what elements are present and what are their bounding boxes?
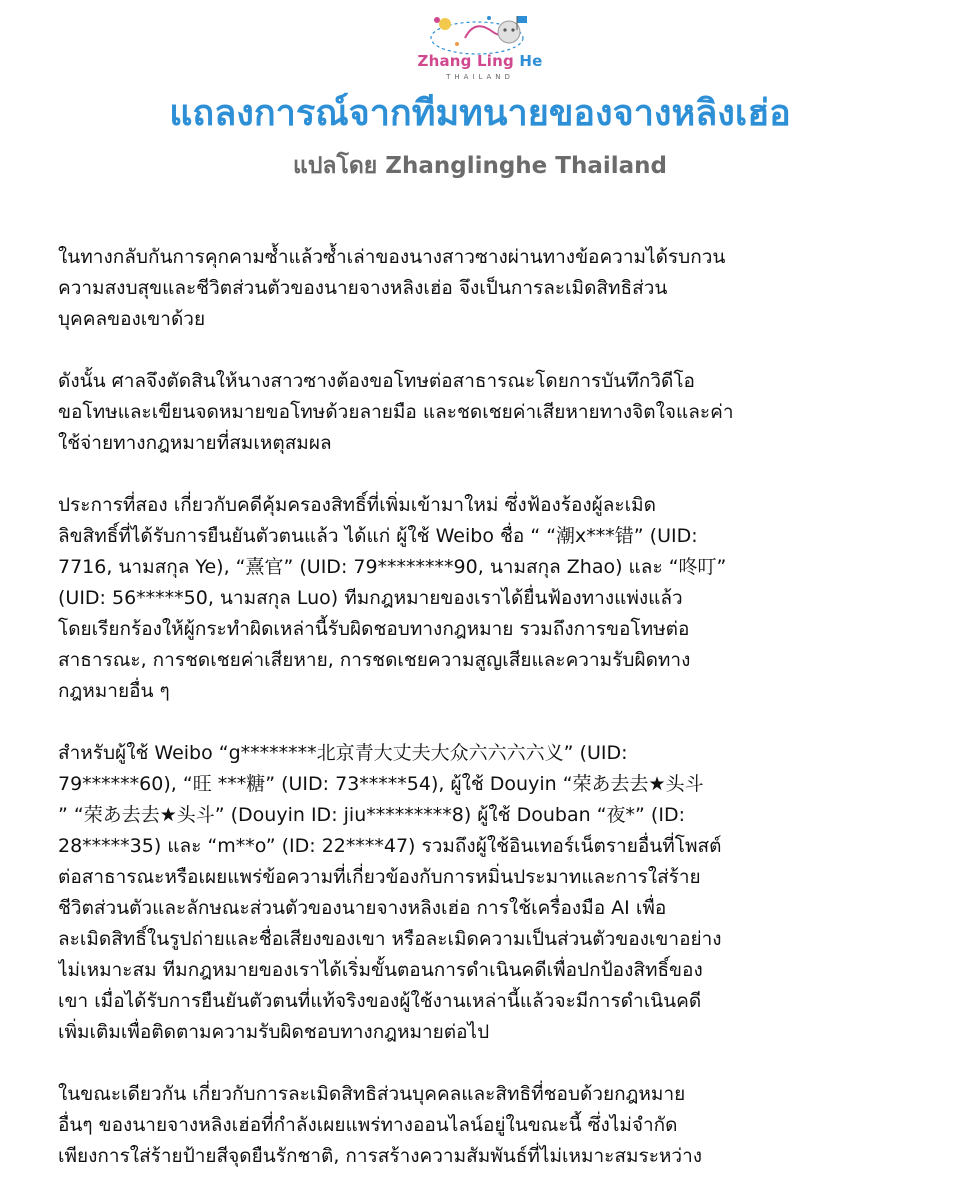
logo-wordmark: Zhang Ling He (417, 52, 543, 70)
paragraph-line: ” “荣あ去去★头斗” (Douyin ID: jiu*********8) ผู้ใช้ Douban “夜*” (ID: (58, 804, 685, 826)
paragraph-line: สาธารณะ, การชดเชยค่าเสียหาย, การชดเชยความสูญเสียและความรับผิดทาง (58, 649, 691, 671)
paragraph-line: ประการที่สอง เกี่ยวกับคดีคุ้มครองสิทธิ์ที่เพิ่มเข้ามาใหม่ ซึ่งฟ้องร้องผู้ละเมิด (58, 494, 656, 516)
paragraph-line: เขา เมื่อได้รับการยืนยันตัวตนที่แท้จริงของผู้ใช้งานเหล่านี้แล้วจะมีการดำเนินคดี (58, 990, 702, 1012)
statement-paragraph (58, 1079, 908, 1172)
paragraph-line: เพิ่มเติมเพื่อติดตามความรับผิดชอบทางกฎหมายต่อไป (58, 1021, 490, 1043)
paragraph-line: ไม่เหมาะสม ทีมกฎหมายของเราได้เริ่มขั้นตอนการดำเนินคดีเพื่อปกป้องสิทธิ์ของ (58, 959, 703, 981)
statement-paragraph (58, 738, 908, 1048)
paragraph-line: บุคคลของเขาด้วย (58, 308, 206, 330)
paragraph-line: (UID: 56*****50, นามสกุล Luo) ทีมกฎหมายของเราได้ยื่นฟ้องทางแพ่งแล้ว (58, 587, 683, 609)
page-subtitle: แปลโดย Zhanglinghe Thailand (293, 153, 667, 179)
paragraph-line: ชีวิตส่วนตัวและลักษณะส่วนตัวของนายจางหลิงเฮ่อ การใช้เครื่องมือ AI เพื่อ (58, 897, 667, 919)
paragraph-line: ละเมิดสิทธิ์ในรูปถ่ายและชื่อเสียงของเขา หรือละเมิดความเป็นส่วนตัวของเขาอย่าง (58, 928, 722, 950)
paragraph-line: กฎหมายอื่น ๆ (58, 680, 170, 702)
statement-body (58, 242, 908, 1203)
statement-paragraph (58, 490, 908, 707)
statement-paragraph (58, 242, 908, 335)
paragraph-line: ความสงบสุขและชีวิตส่วนตัวของนายจางหลิงเฮ่อ จึงเป็นการละเมิดสิทธิส่วน (58, 277, 668, 299)
paragraph-line: เพียงการใส่ร้ายป้ายสีจุดยืนรักชาติ, การสร้างความสัมพันธ์ที่ไม่เหมาะสมระหว่าง (58, 1145, 703, 1167)
paragraph-line: ในขณะเดียวกัน เกี่ยวกับการละเมิดสิทธิส่วนบุคคลและสิทธิที่ชอบด้วยกฎหมาย (58, 1083, 686, 1105)
logo-illustration-icon (405, 8, 555, 58)
paragraph-line: ดังนั้น ศาลจึงตัดสินให้นางสาวซางต้องขอโทษต่อสาธารณะโดยการบันทึกวิดีโอ (58, 370, 695, 392)
page-title: แถลงการณ์จากทีมทนายของจางหลิงเฮ่อ (169, 93, 791, 134)
paragraph-line: 7716, นามสกุล Ye), “熹官” (UID: 79********90, นามสกุล Zhao) และ “咚叮” (58, 556, 727, 578)
paragraph-line: 28*****35) และ “m**o” (ID: 22****47) รวมถึงผู้ใช้อินเทอร์เน็ตรายอื่นที่โพสต์ (58, 835, 722, 857)
paragraph-line: 79******60), “旺 ***糖” (UID: 73*****54), ผู้ใช้ Douyin “荣あ去去★头斗 (58, 773, 704, 795)
paragraph-line: โดยเรียกร้องให้ผู้กระทำผิดเหล่านี้รับผิดชอบทางกฎหมาย รวมถึงการขอโทษต่อ (58, 618, 690, 640)
paragraph-line: ขอโทษและเขียนจดหมายขอโทษด้วยลายมือ และชดเชยค่าเสียหายทางจิตใจและค่า (58, 401, 734, 423)
logo-subtitle: THAILAND (446, 73, 514, 81)
paragraph-line: ต่อสาธารณะหรือเผยแพร่ข้อความที่เกี่ยวข้องกับการหมิ่นประมาทและการใส่ร้าย (58, 866, 701, 888)
brand-logo (405, 8, 555, 86)
paragraph-line: อื่นๆ ของนายจางหลิงเฮ่อที่กำลังเผยแพร่ทางออนไลน์อยู่ในขณะนี้ ซึ่งไม่จำกัด (58, 1114, 678, 1136)
paragraph-line: ในทางกลับกันการคุกคามซ้ำแล้วซ้ำเล่าของนางสาวซางผ่านทางข้อความได้รบกวน (58, 246, 726, 268)
statement-paragraph (58, 366, 908, 459)
paragraph-line: ลิขสิทธิ์ที่ได้รับการยืนยันตัวตนแล้ว ได้แก่ ผู้ใช้ Weibo ชื่อ “ “潮x***错” (UID: (58, 525, 698, 547)
paragraph-line: สำหรับผู้ใช้ Weibo “g********北京青大丈夫大众六六六六义” (UID: (58, 742, 628, 764)
paragraph-line: ใช้จ่ายทางกฎหมายที่สมเหตุสมผล (58, 432, 332, 454)
